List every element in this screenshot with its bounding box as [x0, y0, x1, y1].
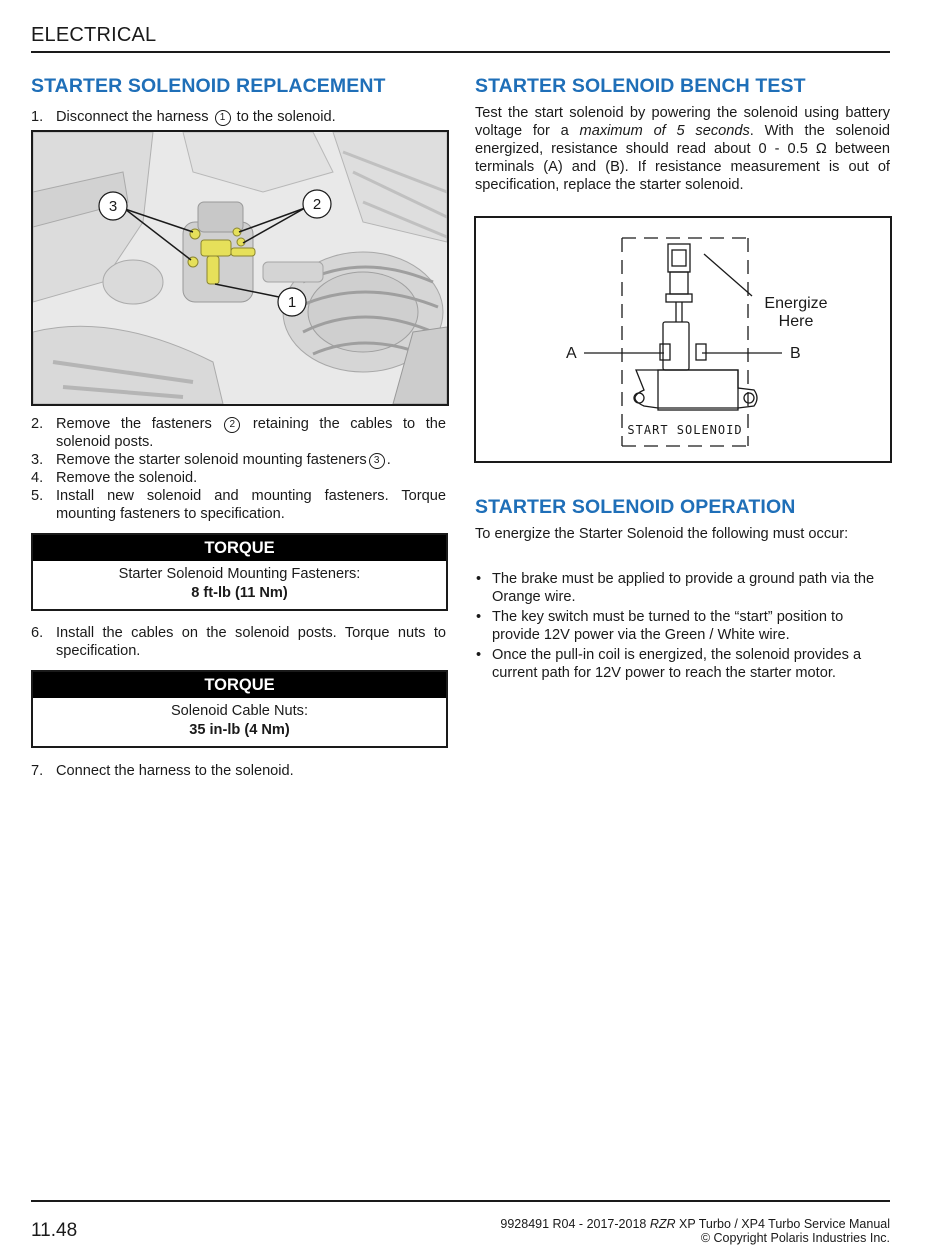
bullet-item: • The key switch must be turned to the “start” position to provide 12V power via the Green / White wire.	[476, 609, 844, 643]
start-solenoid-label: START SOLENOID	[627, 423, 743, 437]
photo-callout-1-label: 1	[287, 294, 297, 311]
step-text: Remove the solenoid.	[56, 470, 198, 486]
operation-bullet-list	[475, 570, 890, 684]
bullet-text: The brake must be applied to provide a ground path via the Orange wire.	[492, 571, 875, 605]
torque-table-cable-nuts	[31, 670, 448, 748]
doc-title: XP Turbo / XP4 Turbo Service Manual	[675, 1217, 890, 1231]
terminal-a-label: A	[566, 345, 577, 362]
footer-rule	[31, 1200, 890, 1202]
step-text-tail: .	[386, 452, 391, 468]
bullet-item: • The brake must be applied to provide a ground path via the Orange wire.	[476, 571, 875, 605]
step-number: 4.	[31, 470, 44, 486]
doc-model: RZR	[649, 1217, 676, 1231]
photo-callout-3-label: 3	[108, 198, 118, 215]
energize-label: Energize	[764, 295, 828, 312]
here-label: Here	[778, 313, 814, 330]
step-5	[31, 487, 446, 523]
step-text-tail: to the solenoid.	[236, 109, 336, 125]
solenoid-schematic	[476, 218, 890, 461]
copyright: © Copyright Polaris Industries Inc.	[700, 1231, 890, 1245]
solenoid-photo	[31, 130, 449, 406]
bench-test-title: STARTER SOLENOID BENCH TEST	[475, 75, 806, 97]
step-text-tail: retaining the cables to the solenoid posts.	[56, 416, 446, 450]
step-number: 3.	[31, 452, 44, 468]
callout-2: 2	[224, 417, 240, 433]
callout-1: 1	[215, 110, 231, 126]
step-2	[31, 415, 446, 451]
step-1	[31, 108, 446, 126]
step-number: 7.	[31, 763, 44, 779]
step-number: 5.	[31, 488, 44, 504]
step-number: 2.	[31, 416, 44, 432]
torque-table-mounting	[31, 533, 448, 611]
torque-table-header: TORQUE	[33, 535, 446, 561]
doc-id: 9928491 R04 - 2017-2018	[500, 1217, 650, 1231]
engine-bay-illustration	[33, 132, 447, 404]
bench-test-text	[475, 104, 890, 194]
torque-item: Solenoid Cable Nuts:	[170, 703, 309, 719]
bench-text-em: maximum of 5 seconds	[579, 123, 750, 139]
replacement-title: STARTER SOLENOID REPLACEMENT	[31, 75, 386, 97]
step-text: Remove the starter solenoid mounting fasteners	[56, 452, 367, 468]
photo-callout-2-label: 2	[312, 196, 322, 213]
terminal-b-label: B	[790, 345, 801, 362]
bullet-item: • Once the pull-in coil is energized, the solenoid provides a current path for 12V power to reach the starter motor.	[476, 647, 862, 681]
torque-value: 8 ft-lb (11 Nm)	[191, 585, 288, 601]
step-6	[31, 624, 446, 660]
step-number: 6.	[31, 625, 44, 641]
operation-title: STARTER SOLENOID OPERATION	[475, 496, 796, 518]
bench-text-a: Test the start solenoid by powering the solenoid using battery voltage for a	[475, 105, 890, 139]
header-rule	[31, 51, 890, 53]
bench-text-b: . With the solenoid energized, resistance should read about 0 - 0.5 Ω between terminals (A) and (B). If resistance measurement is out of specification, replace the starter solenoid.	[475, 123, 890, 193]
page-number: 11.48	[31, 1220, 78, 1241]
torque-table-header: TORQUE	[33, 672, 446, 698]
operation-intro: To energize the Starter Solenoid the following must occur:	[475, 526, 849, 542]
step-text: Connect the harness to the solenoid.	[56, 763, 294, 779]
bullet-text: Once the pull-in coil is energized, the solenoid provides a current path for 12V power to reach the starter motor.	[492, 647, 862, 681]
bullet-text: The key switch must be turned to the “start” position to provide 12V power via the Green / White wire.	[492, 609, 844, 643]
step-text: Disconnect the harness	[56, 109, 209, 125]
step-7	[31, 762, 446, 780]
step-text: Install new solenoid and mounting fasteners. Torque mounting fasteners to specification.	[56, 488, 446, 522]
step-number: 1.	[31, 109, 44, 125]
step-text: Remove the fasteners	[56, 416, 212, 432]
step-3	[31, 451, 446, 469]
section-header: ELECTRICAL	[31, 24, 157, 46]
footer-doc-info	[500, 1217, 890, 1245]
step-4	[31, 469, 446, 487]
torque-value: 35 in-lb (4 Nm)	[189, 722, 290, 738]
torque-item: Starter Solenoid Mounting Fasteners:	[118, 566, 361, 582]
step-text: Install the cables on the solenoid posts. Torque nuts to specification.	[56, 625, 446, 659]
callout-3: 3	[369, 453, 385, 469]
bench-test-diagram	[474, 216, 892, 463]
